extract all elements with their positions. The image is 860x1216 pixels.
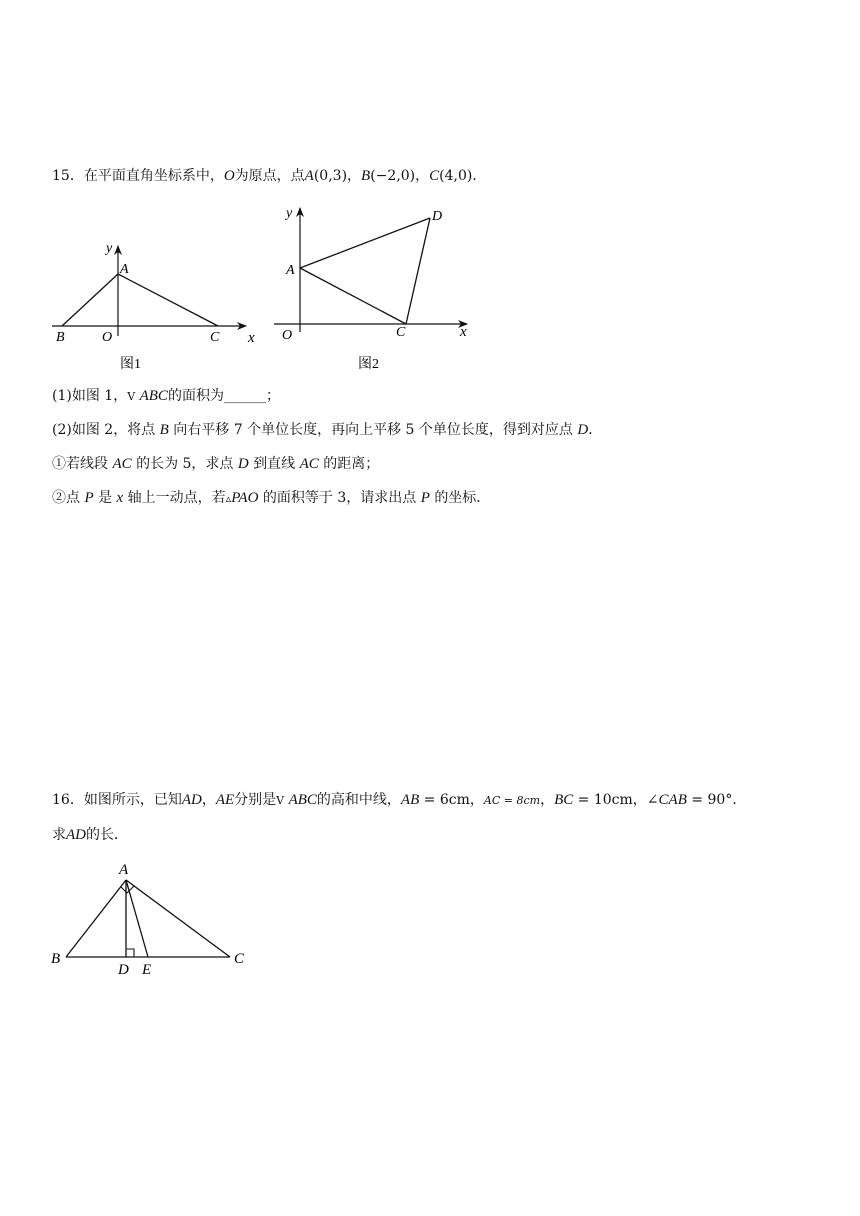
label-c: C (234, 951, 245, 967)
label-d: D (118, 962, 129, 978)
q16-line-1: 16．如图所示，已知AD，AE分别是V ABC的高和中线，AB = 6cm，AC = 8cm，BC = 10cm，∠CAB = 90°． (52, 792, 747, 808)
segment-ab (62, 274, 118, 326)
figure-q16 (48, 856, 258, 981)
q16-line-2: 求AD的长． (52, 827, 128, 843)
figure-1-caption: 图1 (120, 357, 141, 372)
label-y: y (106, 241, 113, 256)
segment-ac (300, 268, 406, 324)
label-a: A (119, 862, 129, 878)
label-x: x (248, 330, 255, 346)
label-b: B (51, 951, 61, 967)
question-number: 16． (52, 792, 84, 808)
label-d: D (432, 209, 443, 224)
question-number: 15． (52, 168, 84, 184)
label-c: C (210, 330, 220, 345)
q15-subpart-1: ①若线段 AC 的长为 5，求点 D 到直线 AC 的距离； (52, 456, 380, 472)
label-x: x (460, 324, 467, 340)
q15-part-2: (2)如图 2，将点 B 向右平移 7 个单位长度，再向上平移 5 个单位长度，得到对应点 D． (52, 422, 603, 438)
label-b: B (56, 330, 65, 345)
label-a: A (286, 263, 295, 278)
segment-ac (118, 274, 218, 326)
q15-intro: 15．在平面直角坐标系中，O为原点，点A(0,3)，B(−2,0)，C(4,0)． (52, 168, 487, 184)
figure-2 (272, 200, 482, 377)
segment-ac (126, 880, 230, 957)
figure-2-caption: 图2 (358, 357, 379, 372)
segment-dc (406, 218, 430, 324)
label-o: O (102, 330, 113, 345)
answer-blank: ______ (223, 388, 266, 404)
median-ae (126, 880, 148, 957)
figure-1 (50, 232, 270, 377)
right-angle-mark-d (126, 949, 134, 957)
q15-subpart-2: ②点 P 是 x 轴上一动点，若▵PAO 的面积等于 3，请求出点 P 的坐标． (52, 490, 491, 506)
segment-ab (66, 880, 126, 957)
label-o: O (282, 328, 293, 343)
segment-ad (300, 218, 430, 268)
label-a: A (120, 262, 129, 277)
label-y: y (286, 206, 293, 221)
q15-part-1: (1)如图 1，V ABC的面积为______； (52, 388, 280, 404)
label-e: E (142, 962, 152, 978)
label-c: C (396, 325, 406, 340)
